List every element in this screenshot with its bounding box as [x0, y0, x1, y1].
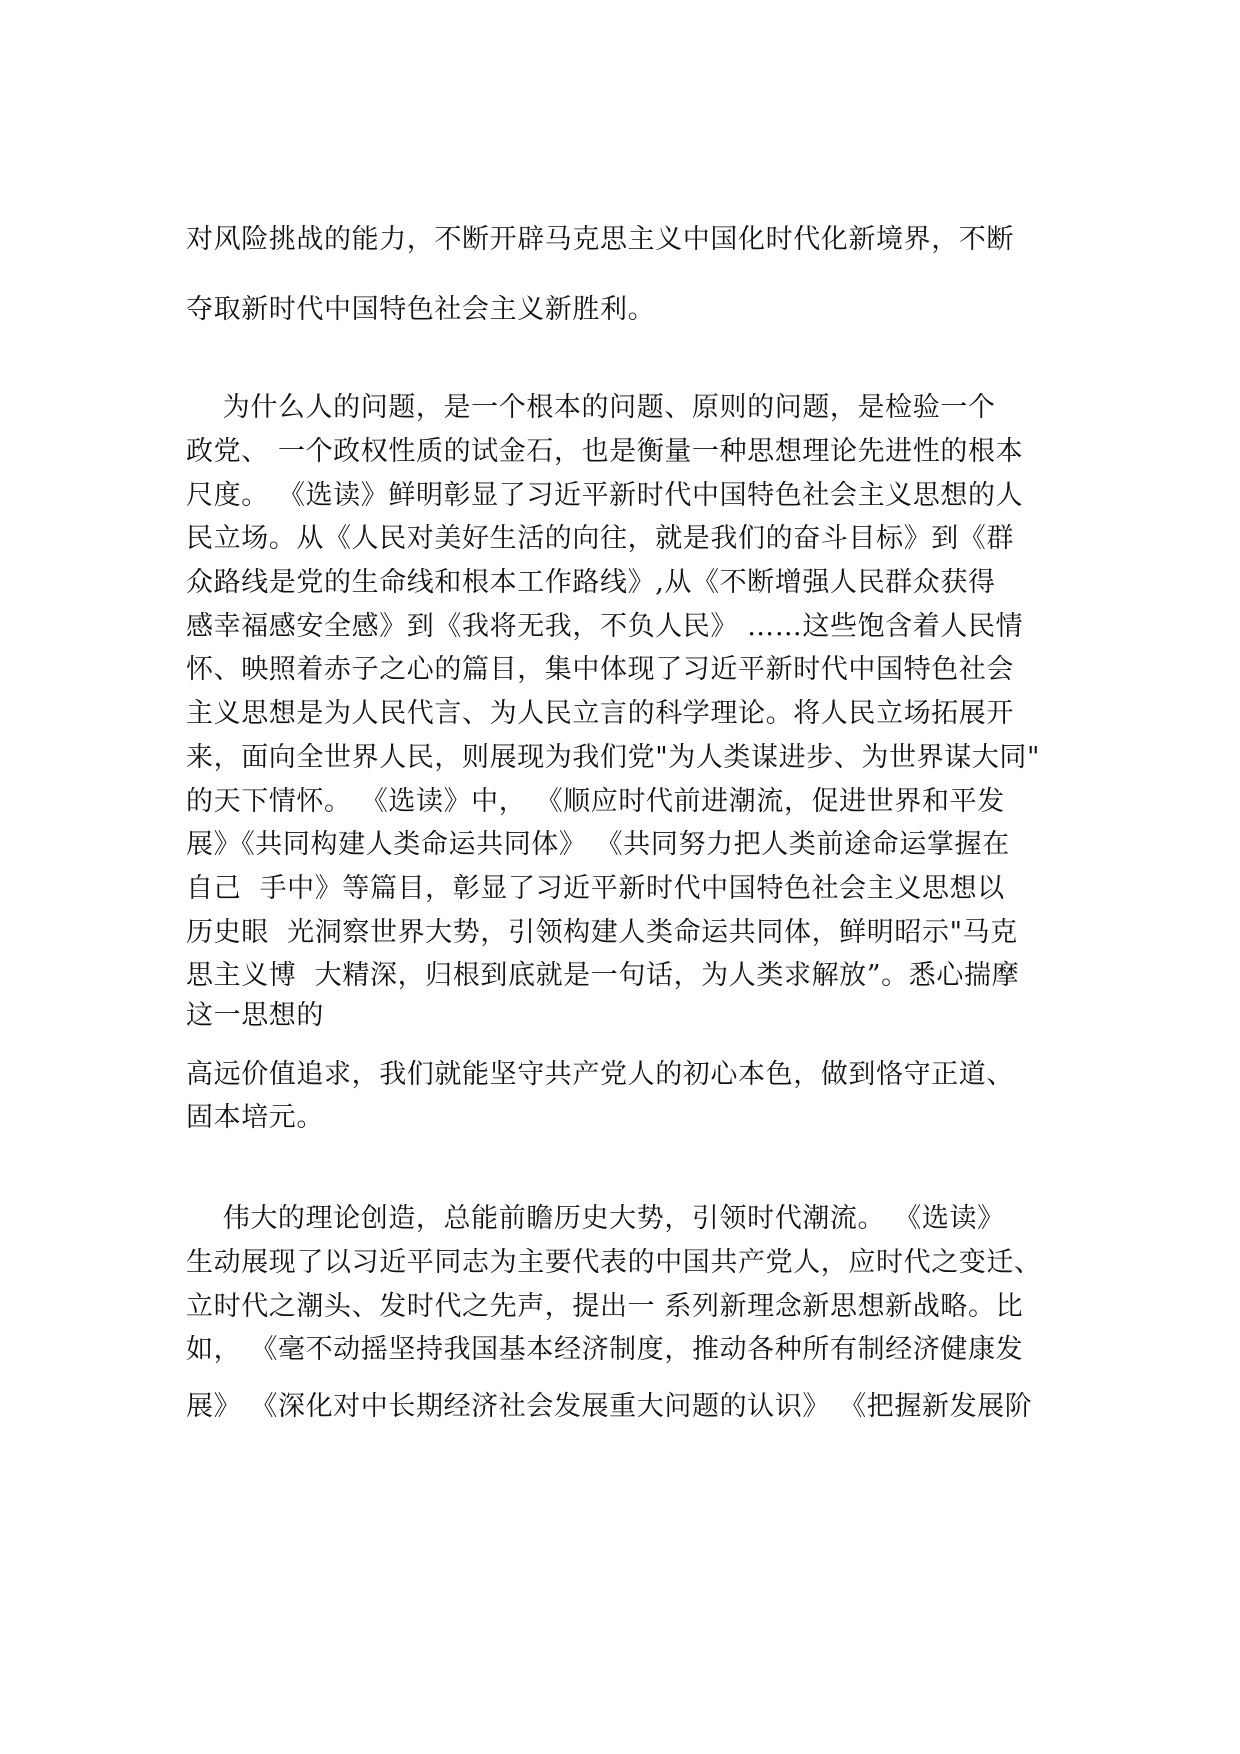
text-line: 展》 《深化对中长期经济社会发展重大问题的认识》 《把握新发展阶 — [186, 1391, 1033, 1422]
text-line: 民立场。从《人民对美好生活的向往，就是我们的奋斗目标》到《群 — [186, 523, 1014, 554]
text-line: 固本培元。 — [186, 1102, 324, 1133]
text-line: 的天下情怀。 《选读》中， 《顺应时代前进潮流，促进世界和平发 — [186, 786, 1005, 817]
text-line: 众路线是党的生命线和根本工作路线》,从《不断增强人民群众获得 — [186, 567, 996, 598]
text-line: 政党、 一个政权性质的试金石，也是衡量一种思想理论先进性的根本 — [186, 436, 1024, 467]
text-line: 展》《共同构建人类命运共同体》 《共同努力把人类前途命运掌握在 — [186, 829, 1010, 860]
text-line: 伟大的理论创造，总能前瞻历史大势，引领时代潮流。 《选读》 — [186, 1203, 1005, 1234]
text-line: 感幸福感安全感》到《我将无我，不负人民》 ……这些饱含着人民情 — [186, 611, 1024, 642]
text-line: 思主义博 大精深，归根到底就是一句话，为人类求解放”。悉心揣摩 — [186, 960, 1020, 991]
text-line: 尺度。 《选读》鲜明彰显了习近平新时代中国特色社会主义思想的人 — [186, 480, 1024, 511]
text-line: 历史眼 光洞察世界大势，引领构建人类命运共同体，鲜明昭示"马克 — [186, 917, 1018, 948]
text-line: 怀、映照着赤子之心的篇目，集中体现了习近平新时代中国特色社会 — [186, 654, 1014, 685]
text-line: 主义思想是为人民代言、为人民立言的科学理论。将人民立场拓展开 — [186, 698, 1014, 729]
text-line: 来，面向全世界人民，则展现为我们党"为人类谋进步、为世界谋大同" — [186, 742, 1041, 773]
text-line: 如， 《毫不动摇坚持我国基本经济制度，推动各种所有制经济健康发 — [186, 1334, 1024, 1365]
text-line: 这一思想的 — [186, 1000, 324, 1031]
text-line: 为什么人的问题，是一个根本的问题、原则的问题，是检验一个 — [186, 392, 996, 423]
text-line: 高远价值追求，我们就能坚守共产党人的初心本色，做到恪守正道、 — [186, 1059, 1014, 1090]
text-line: 对风险挑战的能力，不断开辟马克思主义中国化时代化新境界，不断 — [186, 224, 1014, 255]
text-line: 生动展现了以习近平同志为主要代表的中国共产党人，应时代之变迁、 — [186, 1247, 1042, 1278]
text-line: 立时代之潮头、发时代之先声，提出一 系列新理念新思想新战略。比 — [186, 1291, 1024, 1322]
text-line: 夺取新时代中国特色社会主义新胜利。 — [186, 294, 656, 325]
text-line: 自己 手中》等篇目，彰显了习近平新时代中国特色社会主义思想以 — [186, 873, 1005, 904]
